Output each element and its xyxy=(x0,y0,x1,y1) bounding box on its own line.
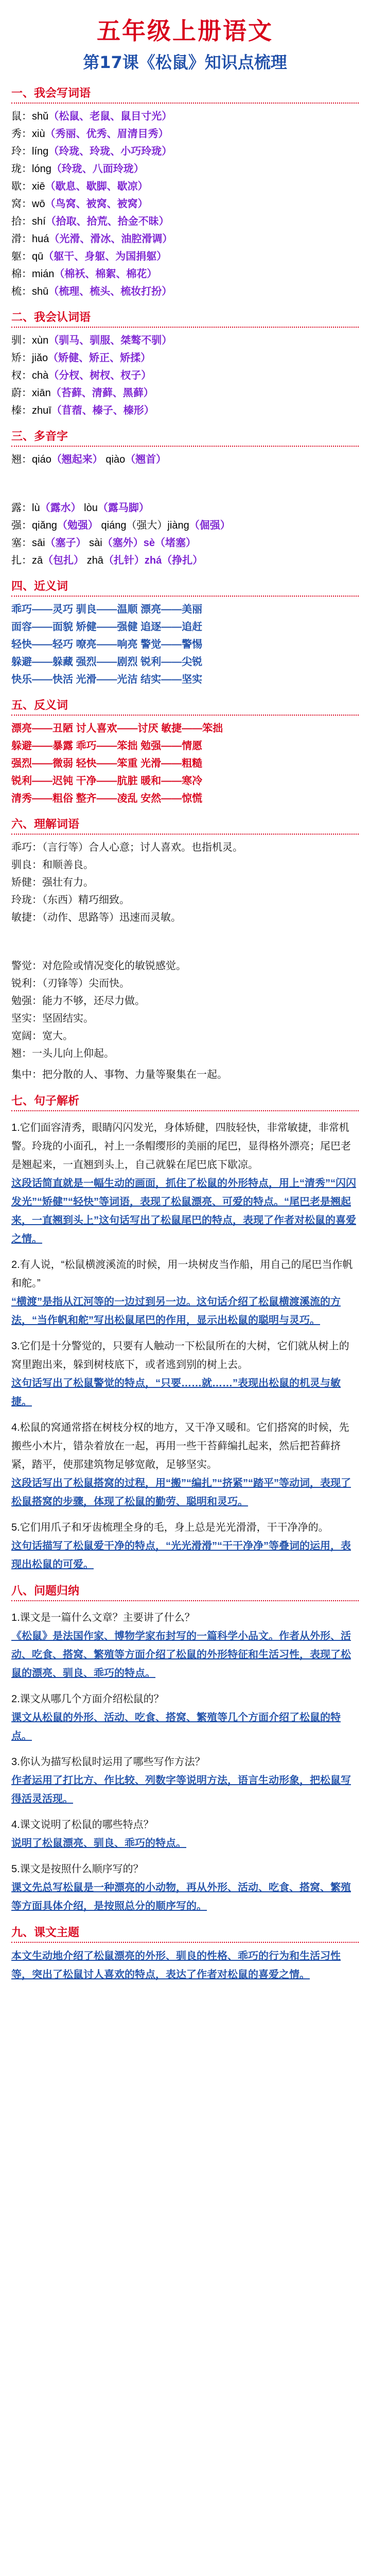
word-pair: 乖巧——笨拙 xyxy=(76,740,138,752)
word-pair: 躲避——暴露 xyxy=(11,740,73,752)
word-pair: 矫健——强健 xyxy=(76,621,138,633)
question-4-answer: 说明了松鼠漂亮、驯良、乖巧的特点。 xyxy=(11,1838,186,1849)
antonym-row xyxy=(11,755,359,772)
word-meanings-list xyxy=(11,839,359,1062)
sentence-1: 1.它们面容清秀，眼睛闪闪发光，身体矫健，四肢轻快，非常敏捷，非常机警。玲珑的小面孔，衬上一条帽缨形的美丽的尾巴，显得格外漂亮；尾巴老是翘起来，一直翘到头上，自己就躲在尾巴底下歇凉。 xyxy=(11,1122,351,1171)
question-2-answer: 课文从松鼠的外形、活动、吃食、搭窝、繁殖等几个方面介绍了松鼠的特点。 xyxy=(11,1712,341,1742)
word-pair: 光滑——光洁 xyxy=(76,674,138,685)
word-entry xyxy=(11,160,359,178)
polyphone-reading-1: 扎：zā xyxy=(11,555,43,566)
polyphone-entry xyxy=(11,517,359,534)
word-pair: 讨人喜欢——讨厌 xyxy=(76,723,158,734)
word-pair: 敏捷——笨拙 xyxy=(161,723,223,734)
word-char-pinyin: 梳：shū xyxy=(11,286,49,297)
word-meaning: 乖巧：（言行等）合人心意；讨人喜欢。也指机灵。 xyxy=(11,842,243,853)
polyphone-reading-2: sài xyxy=(89,537,102,549)
word-examples: （梳理、梳头、梳妆打扮） xyxy=(48,286,172,297)
word-meaning: 玲珑：（东西）精巧细致。 xyxy=(11,894,130,906)
word-examples: （拾取、拾荒、拾金不昧） xyxy=(45,216,169,227)
synonyms-list xyxy=(11,601,359,688)
polyphone-entry xyxy=(11,499,359,517)
question-1-answer: 《松鼠》是法国作家、博物学家布封写的一篇科学小品文。作者从外形、活动、吃食、搭窝、繁殖等方面介绍了松鼠的外形特征和生活习性，表现了松鼠的漂亮、驯良、乖巧的特点。 xyxy=(11,1631,351,1679)
section-heading-word-meanings: 六、理解词语 xyxy=(11,816,359,835)
polyphone-reading-1: 塞：sāi xyxy=(11,537,45,549)
synonym-row xyxy=(11,671,359,688)
word-examples: （分杈、树杈、杈子） xyxy=(48,370,152,381)
word-meaning: 宽阔：宽大。 xyxy=(11,1030,73,1042)
polyphones-list xyxy=(11,451,359,569)
word-char-pinyin: 杈：chà xyxy=(11,370,49,381)
word-examples: （歇息、歇脚、歇凉） xyxy=(45,181,148,192)
sentence-5-analysis: 这句话描写了松鼠爱干净的特点，“光光滑滑”“干干净净”等叠词的运用，表现出松鼠的可爱。 xyxy=(11,1540,351,1570)
word-char-pinyin: 驯：xùn xyxy=(11,335,49,346)
section-heading-polyphones: 三、多音字 xyxy=(11,428,359,447)
word-char-pinyin: 棉：mián xyxy=(11,268,55,280)
word-pair: 驯良——温顺 xyxy=(76,604,138,615)
question-1: 1.课文是一篇什么文章？主要讲了什么？ xyxy=(11,1612,195,1623)
word-pair: 锐利——迟钝 xyxy=(11,775,73,787)
polyphone-reading-2: lòu xyxy=(84,502,98,514)
word-pair: 乖巧——灵巧 xyxy=(11,604,73,615)
word-pair: 轻快——轻巧 xyxy=(11,639,73,650)
word-examples: （躯干、身躯、为国捐躯） xyxy=(43,251,167,262)
word-char-pinyin: 歇：xiē xyxy=(11,181,45,192)
word-examples: （松鼠、老鼠、鼠目寸光） xyxy=(48,111,172,122)
word-entry xyxy=(11,178,359,195)
word-examples: （秀丽、优秀、眉清目秀） xyxy=(45,128,169,140)
polyphone-reading-2: qiào xyxy=(105,454,126,465)
question-5: 5.课文是按照什么顺序写的？ xyxy=(11,1863,144,1875)
word-pair: 警觉——警惕 xyxy=(140,639,203,650)
word-char-pinyin: 鼠：shǔ xyxy=(11,111,49,122)
word-entry xyxy=(11,248,359,265)
word-entry xyxy=(11,283,359,300)
sentence-4: 4.松鼠的窝通常搭在树枝分权的地方，又干净又暖和。它们搭窝的时候，先搬些小木片，错杂着放在一起，再用一些干苔藓编扎起来，然后把苔藓挤紧，踏平，使那建筑物足够宽敞，足够坚实。 xyxy=(11,1422,349,1470)
polyphone-reading-1: 翘：qiáo xyxy=(11,454,51,465)
polyphone-example-2: （扎针）zhá（挣扎） xyxy=(103,555,203,566)
sentence-3: 3.它们是十分警觉的，只要有人触动一下松鼠所在的大树，它们就从树上的窝里跑出来，躲到树枝底下，或者逃到别的树上去。 xyxy=(11,1341,349,1370)
word-char-pinyin: 榛：zhuī xyxy=(11,405,51,416)
word-char-pinyin: 矫：jiǎo xyxy=(11,352,48,364)
polyphone-example-1: （露水） xyxy=(40,502,81,514)
section-heading-question-summary: 八、问题归纳 xyxy=(11,1582,359,1601)
word-examples: （玲珑、玲珑、小巧玲珑） xyxy=(48,146,172,157)
word-meaning: 敏捷：（动作、思路等）迅速而灵敏。 xyxy=(11,912,181,923)
word-entry xyxy=(11,265,359,283)
recognize-words-list xyxy=(11,332,359,419)
word-meaning: 勉强：能力不够，还尽力做。 xyxy=(11,995,145,1007)
polyphone-entry xyxy=(11,451,359,468)
antonyms-list xyxy=(11,720,359,807)
word-examples: （矫健、矫正、矫揉） xyxy=(48,352,151,364)
word-examples: （光滑、滑冰、油腔滑调） xyxy=(49,233,173,245)
word-entry xyxy=(11,367,359,384)
antonym-row xyxy=(11,790,359,807)
word-char-pinyin: 滑：huá xyxy=(11,233,49,245)
section-heading-write-words: 一、我会写词语 xyxy=(11,84,359,104)
section-heading-theme: 九、课文主题 xyxy=(11,1924,359,1943)
word-char-pinyin: 窝：wō xyxy=(11,198,45,210)
word-entry xyxy=(11,108,359,125)
antonym-row xyxy=(11,737,359,755)
question-5-answer: 课文先总写松鼠是一种漂亮的小动物，再从外形、活动、吃食、搭窝、繁殖等方面具体介绍，是按照总分的顺序写的。 xyxy=(11,1882,351,1912)
question-2: 2.课文从哪几个方面介绍松鼠的？ xyxy=(11,1693,164,1705)
polyphone-reading-1: 强：qiǎng xyxy=(11,520,57,531)
section-heading-synonyms: 四、近义词 xyxy=(11,578,359,597)
word-pair: 锐利——尖锐 xyxy=(140,656,203,668)
sentence-4-analysis: 这段话写出了松鼠搭窝的过程，用“搬”“编扎”“挤紧”“踏平”等动词，表现了松鼠搭窝的步骤，体现了松鼠的勤劳、聪明和灵巧。 xyxy=(11,1478,351,1507)
word-pair: 嘹亮——响亮 xyxy=(76,639,138,650)
word-pair: 强烈——微弱 xyxy=(11,758,73,769)
word-meaning: 翘：一头儿向上仰起。 xyxy=(11,1048,114,1059)
word-meaning: 锐利：（刃锋等）尖而快。 xyxy=(11,978,130,989)
word-char-pinyin: 蔚：xiān xyxy=(11,387,51,399)
word-examples: （驯马、驯服、桀骜不驯） xyxy=(48,335,172,346)
word-pair: 漂亮——美丽 xyxy=(140,604,203,615)
word-meaning-extra: 集中：把分散的人、事物、力量等聚集在一起。 xyxy=(11,1069,227,1080)
word-examples: （玲珑、八面玲珑） xyxy=(51,163,144,175)
page-subtitle: 第17课《松鼠》知识点梳理 xyxy=(83,53,287,72)
polyphone-reading-1: 露：lù xyxy=(11,502,40,514)
word-entry xyxy=(11,402,359,419)
antonym-row xyxy=(11,772,359,790)
word-pair: 快乐——快活 xyxy=(11,674,73,685)
word-pair: 躲避——躲藏 xyxy=(11,656,73,668)
polyphone-reading-2: zhā xyxy=(86,555,103,566)
antonym-row xyxy=(11,720,359,737)
word-entry xyxy=(11,213,359,230)
polyphone-example-1: （翘起来） xyxy=(51,454,103,465)
section-heading-recognize-words: 二、我会认词语 xyxy=(11,309,359,328)
word-entry xyxy=(11,230,359,248)
polyphone-example-2: （露马脚） xyxy=(97,502,149,514)
word-char-pinyin: 拾：shí xyxy=(11,216,46,227)
polyphone-reading-2: qiáng（强大）jiàng xyxy=(101,520,189,531)
word-char-pinyin: 秀：xiù xyxy=(11,128,45,140)
polyphone-example-1: （塞子） xyxy=(45,537,86,549)
word-pair: 漂亮——丑陋 xyxy=(11,723,73,734)
section-heading-antonyms: 五、反义词 xyxy=(11,697,359,716)
polyphone-entry xyxy=(11,534,359,552)
sentence-3-analysis: 这句话写出了松鼠警觉的特点，“只要……就……”表现出松鼠的机灵与敏捷。 xyxy=(11,1378,341,1408)
word-examples: （鸟窝、被窝、被窝） xyxy=(45,198,148,210)
word-pair: 干净——肮脏 xyxy=(76,775,138,787)
polyphone-example-1: （勉强） xyxy=(57,520,98,531)
polyphone-example-2: （翘首） xyxy=(125,454,167,465)
word-entry xyxy=(11,349,359,367)
word-pair: 暖和——寒冷 xyxy=(140,775,203,787)
word-meaning: 警觉：对危险或情况变化的敏锐感觉。 xyxy=(11,960,186,972)
word-pair: 安然——惊慌 xyxy=(140,793,203,804)
sentence-1-analysis: 这段话简直就是一幅生动的画面，抓住了松鼠的外形特点，用上“清秀”“闪闪发光”“矫健”“轻快”等词语，表现了松鼠漂亮、可爱的特点。“尾巴老是翘起来，一直翘到头上”这句话写出了松鼠尾巴的特点，表现了作者对松鼠的喜爱之情。 xyxy=(11,1178,356,1245)
polyphone-entry xyxy=(11,552,359,569)
word-examples: （苜蓿、榛子、榛形） xyxy=(51,405,154,416)
polyphone-example-2: （倔强） xyxy=(189,520,231,531)
word-pair: 整齐——凌乱 xyxy=(76,793,138,804)
blank-gap xyxy=(11,468,359,499)
word-pair: 轻快——笨重 xyxy=(76,758,138,769)
polyphone-example-2: （塞外）sè（堵塞） xyxy=(102,537,196,549)
word-meaning: 矫健：强壮有力。 xyxy=(11,877,94,888)
word-entry xyxy=(11,195,359,213)
word-pair: 结实——坚实 xyxy=(140,674,203,685)
word-char-pinyin: 珑：lóng xyxy=(11,163,51,175)
page-title: 五年级上册语文 xyxy=(97,17,273,45)
word-char-pinyin: 躯：qū xyxy=(11,251,44,262)
word-entry xyxy=(11,384,359,402)
word-pair: 面容——面貌 xyxy=(11,621,73,633)
word-entry xyxy=(11,125,359,143)
sentence-2-analysis: “横渡”是指从江河等的一边过到另一边。这句话介绍了松鼠横渡溪流的方法，“当作帆和舵”写出松鼠尾巴的作用，显示出松鼠的聪明与灵巧。 xyxy=(11,1296,341,1326)
synonym-row xyxy=(11,618,359,636)
sentence-5: 5.它们用爪子和牙齿梳理全身的毛，身上总是光光滑滑，干干净净的。 xyxy=(11,1522,329,1533)
question-3: 3.你认为描写松鼠时运用了哪些写作方法？ xyxy=(11,1756,205,1768)
question-4: 4.课文说明了松鼠的哪些特点？ xyxy=(11,1819,154,1831)
word-char-pinyin: 玲：líng xyxy=(11,146,49,157)
synonym-row xyxy=(11,653,359,671)
write-words-list xyxy=(11,108,359,300)
word-pair: 勉强——情愿 xyxy=(140,740,203,752)
word-examples: （苔藓、清藓、黑藓） xyxy=(50,387,154,399)
word-pair: 强烈——剧烈 xyxy=(76,656,138,668)
theme-text: 本文生动地介绍了松鼠漂亮的外形、驯良的性格、乖巧的行为和生活习性等，突出了松鼠讨人喜欢的特点，表达了作者对松鼠的喜爱之情。 xyxy=(11,1951,341,1980)
sentence-2: 2.有人说，“松鼠横渡溪流的时候，用一块树皮当作船，用自己的尾巴当作帆和舵。” xyxy=(11,1259,353,1289)
word-pair: 光滑——粗糙 xyxy=(140,758,203,769)
word-pair: 清秀——粗俗 xyxy=(11,793,73,804)
word-meaning: 坚实：坚固结实。 xyxy=(11,1013,94,1024)
section-heading-sentence-analysis: 七、句子解析 xyxy=(11,1092,359,1111)
synonym-row xyxy=(11,636,359,653)
word-pair: 追逐——追赶 xyxy=(140,621,203,633)
word-entry xyxy=(11,143,359,160)
question-3-answer: 作者运用了打比方、作比较、列数字等说明方法，语言生动形象，把松鼠写得活灵活现。 xyxy=(11,1775,351,1805)
blank-gap xyxy=(11,926,359,957)
word-meaning: 驯良：和顺善良。 xyxy=(11,859,94,871)
word-entry xyxy=(11,332,359,349)
polyphone-example-1: （包扎） xyxy=(43,555,84,566)
synonym-row xyxy=(11,601,359,618)
word-examples: （棉袄、棉絮、棉花） xyxy=(54,268,157,280)
